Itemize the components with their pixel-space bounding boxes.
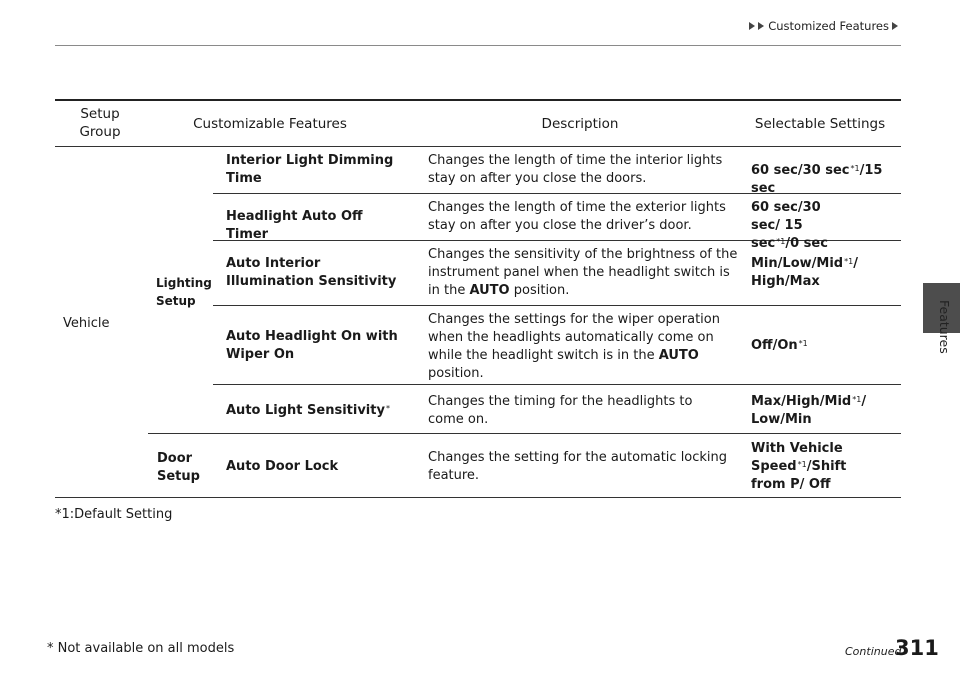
setting-option: With Vehicle Speed xyxy=(751,441,843,474)
feature-name: Auto Headlight On with Wiper On xyxy=(226,329,398,362)
description-text: position. xyxy=(513,283,570,298)
row-rule xyxy=(213,384,901,385)
setting-option: Max xyxy=(789,274,820,289)
setting-option: 15 sec xyxy=(751,218,803,251)
selectable-settings: With Vehicle Speed$^{*1}$/Shift from P/ Off xyxy=(751,441,847,492)
column-header: Selectable Settings xyxy=(754,116,886,132)
section-label[interactable]: Features xyxy=(937,300,952,354)
setting-option: 0 sec xyxy=(790,236,828,251)
feature-description: Changes the length of time the exterior lights stay on after you close the driver’s door. xyxy=(428,200,726,233)
setting-option: 30 sec xyxy=(751,200,821,233)
auto-switch-label: AUTO xyxy=(658,348,699,363)
breadcrumb[interactable] xyxy=(749,19,898,33)
setting-option: Min xyxy=(751,256,778,271)
default-setting-footnote: *1:Default Setting xyxy=(55,507,173,522)
setting-option: Mid xyxy=(824,394,852,409)
vehicle-group-label: Vehicle xyxy=(63,316,110,331)
arrow-icon xyxy=(758,22,764,30)
table-bottom-rule xyxy=(55,497,901,498)
setting-option: Min xyxy=(784,412,812,427)
setting-option: On xyxy=(777,338,798,353)
continued-label: Continued xyxy=(845,645,902,658)
availability-note: * Not available on all models xyxy=(47,641,235,656)
auto-switch-label: AUTO xyxy=(469,283,510,298)
description-text: position. xyxy=(428,366,484,381)
setting-option: Low xyxy=(782,256,812,271)
selectable-settings: 60 sec/30 sec/ 15 $\sec^{*1}/0$ sec xyxy=(751,200,828,251)
feature-name xyxy=(226,402,416,420)
feature-name: Auto Interior Illumination Sensitivity xyxy=(226,256,397,289)
selectable-settings: 60 sec/30 $\sec^{*1}/15$ sec xyxy=(751,163,883,196)
header-rule xyxy=(55,146,901,147)
feature-name: Interior Light Dimming Time xyxy=(226,153,394,186)
selectable-settings: Max/High/Mid$^{*1}$/ Low/Min xyxy=(751,394,867,427)
footnote-mark: *1 xyxy=(797,460,807,469)
footnote-mark: *1 xyxy=(850,164,860,173)
door-setup-label: Door Setup xyxy=(157,451,200,484)
setting-option: 60 sec xyxy=(751,200,798,215)
page-number: 311 xyxy=(895,636,939,660)
feature-name: Auto Door Lock xyxy=(226,459,339,474)
feature-description: Changes the timing for the headlights to come on. xyxy=(428,394,693,427)
description-text: Changes the sensitivity of the brightness of the instrument panel when the headlight switch is in the xyxy=(428,247,738,298)
table-top-rule xyxy=(55,99,901,101)
footnote-mark: *1 xyxy=(776,237,786,246)
setting-option: High xyxy=(785,394,820,409)
selectable-settings: Min/Low/Mid$^{*1}$/ High/Max xyxy=(751,256,858,289)
group-rule xyxy=(148,433,901,434)
feature-description: Changes the setting for the automatic locking feature. xyxy=(428,450,728,483)
arrow-icon xyxy=(749,22,755,30)
feature-description xyxy=(428,311,728,383)
row-rule xyxy=(213,305,901,306)
feature-description: Changes the length of time the interior lights stay on after you close the doors. xyxy=(428,153,723,186)
column-header: Description xyxy=(541,116,619,132)
breadcrumb-label[interactable]: Customized Features xyxy=(768,19,889,33)
setting-option: 30 sec xyxy=(802,163,850,178)
footnote-mark: * xyxy=(385,404,390,413)
footnote-mark: *1 xyxy=(844,257,854,266)
column-header: Setup Group xyxy=(79,106,121,140)
feature-description xyxy=(428,246,738,300)
setting-option: 60 sec xyxy=(751,163,798,178)
footnote-mark: *1 xyxy=(798,339,808,348)
setting-option: Shift from P xyxy=(751,459,847,492)
footnote-mark: *1 xyxy=(852,395,862,404)
setting-option: Off xyxy=(751,338,773,353)
arrow-icon xyxy=(892,22,898,30)
setting-option: Off xyxy=(808,477,831,492)
top-divider xyxy=(55,45,901,46)
setting-option: Low xyxy=(751,412,781,427)
lighting-setup-label: Lighting Setup xyxy=(156,276,212,308)
feature-name: Headlight Auto Off Timer xyxy=(226,209,363,242)
column-header: Customizable Features xyxy=(193,116,347,132)
setting-option: Max xyxy=(751,394,782,409)
feature-label: Auto Light Sensitivity xyxy=(226,403,385,418)
description-text: Changes the settings for the wiper operation when the headlights automatically come on while the headlight switch is in the xyxy=(428,312,720,363)
setting-option: 15 sec xyxy=(751,163,883,196)
selectable-settings: Off/On$^{*1}$ xyxy=(751,338,808,353)
setting-option: Mid xyxy=(816,256,844,271)
setting-option: High xyxy=(751,274,785,289)
